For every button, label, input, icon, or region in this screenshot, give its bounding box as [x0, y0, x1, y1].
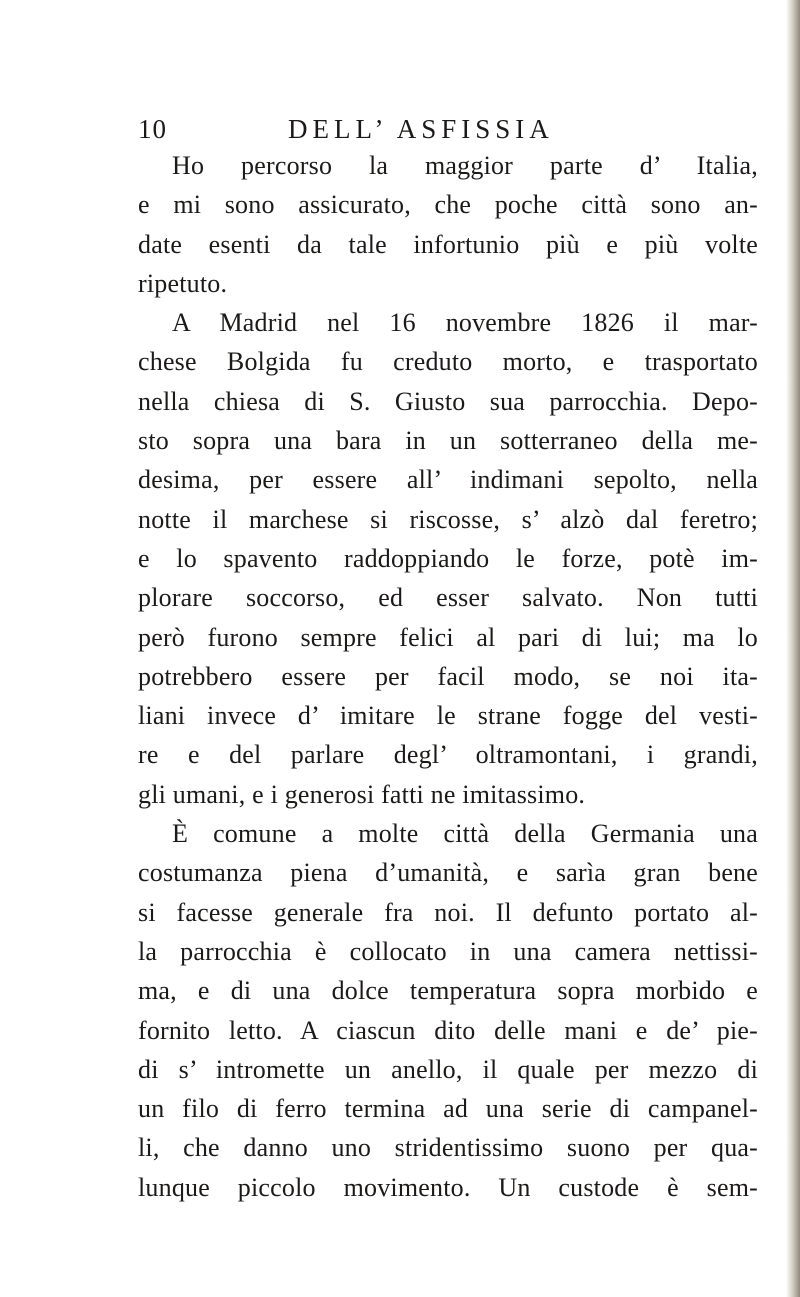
text-line: liani invece d’ imitare le strane fogge del vesti- — [138, 701, 758, 731]
text-line: si facesse generale fra noi. Il defunto portato al- — [138, 897, 758, 927]
text-line: chese Bolgida fu creduto morto, e trasportato — [138, 347, 758, 377]
text-line: costumanza piena d’umanità, e sarìa gran bene — [138, 858, 758, 888]
text-line: Ho percorso la maggior parte d’ Italia, — [172, 151, 758, 180]
text-line: A Madrid nel 16 novembre 1826 il mar- — [172, 308, 758, 338]
text-line: ma, e di una dolce temperatura sopra morbido e — [138, 976, 758, 1006]
text-line: la parrocchia è collocato in una camera nettissi- — [138, 936, 758, 966]
text-line: date esenti da tale infortunio più e più volte — [138, 229, 758, 259]
text-line: nella chiesa di S. Giusto sua parrocchia. Depo- — [138, 386, 758, 416]
page-edge-shadow — [786, 0, 800, 1297]
text-line: ripetuto. — [138, 268, 228, 298]
text-line: e mi sono assicurato, che poche città sono an- — [138, 190, 758, 220]
text-line: li, che danno uno stridentissimo suono per qua- — [138, 1133, 758, 1163]
text-line: notte il marchese si riscosse, s’ alzò dal feretro; — [138, 504, 758, 534]
text-line: gli umani, e i generosi fatti ne imitassimo. — [138, 779, 586, 809]
text-line: fornito letto. A ciascun dito delle mani e de’ pie- — [138, 1015, 758, 1045]
text-line: potrebbero essere per facil modo, se noi ita- — [138, 661, 758, 691]
text-line: lunque piccolo movimento. Un custode è sem- — [138, 1172, 758, 1202]
text-line: e lo spavento raddoppiando le forze, potè im- — [138, 543, 758, 573]
text-line: un filo di ferro termina ad una serie di campanel- — [138, 1094, 758, 1124]
text-line: È comune a molte città della Germania una — [172, 819, 758, 849]
text-line: re e del parlare degl’ oltramontani, i grandi, — [138, 740, 758, 770]
text-line: di s’ intromette un anello, il quale per mezzo di — [138, 1054, 758, 1084]
page-number: 10 — [138, 114, 167, 144]
text-line: desima, per essere all’ indimani sepolto, nella — [138, 465, 758, 495]
running-head: DELL’ ASFISSIA — [288, 114, 554, 144]
text-line: sto sopra una bara in un sotterraneo della me- — [138, 426, 758, 456]
text-line: però furono sempre felici al pari di lui; ma lo — [138, 622, 758, 652]
text-line: plorare soccorso, ed esser salvato. Non tutti — [138, 583, 758, 613]
body-text — [138, 146, 758, 1207]
